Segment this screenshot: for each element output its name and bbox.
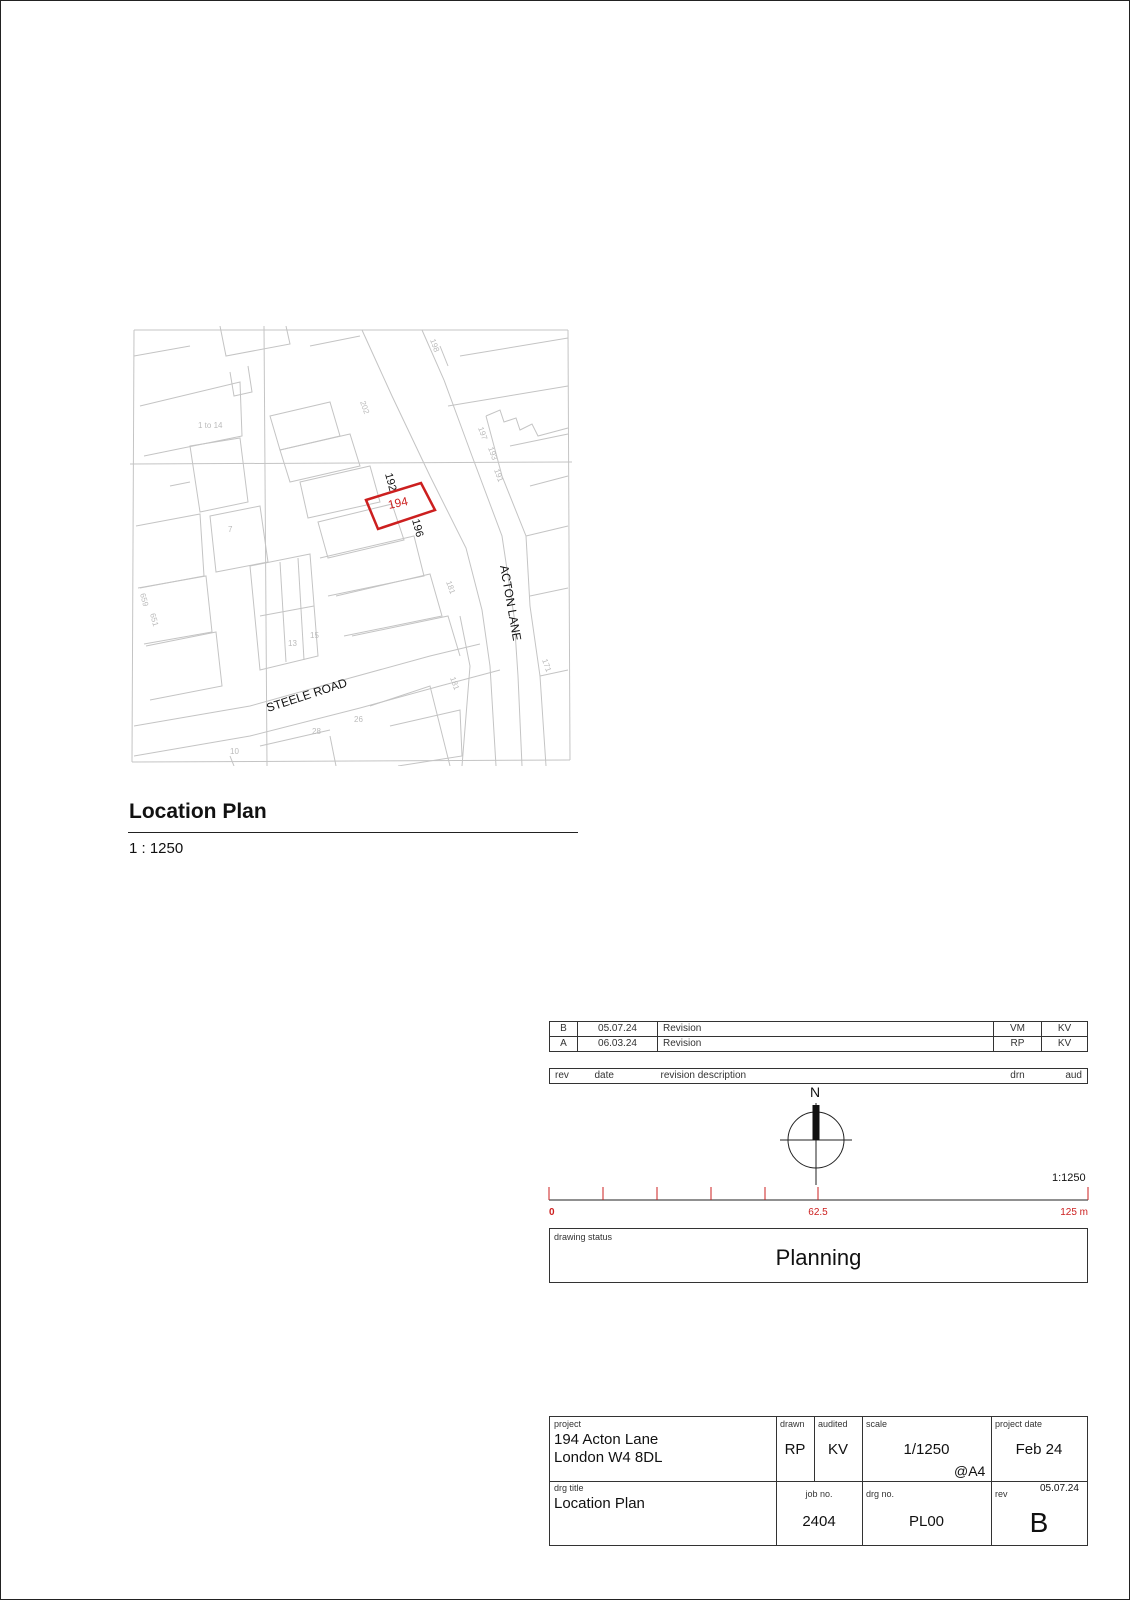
revision-description: Revision <box>658 1022 994 1037</box>
rev-label: rev <box>995 1489 1008 1499</box>
project-line1: 194 Acton Lane <box>554 1431 659 1448</box>
revision-table <box>549 1021 1088 1052</box>
road-label-steele-road: STEELE ROAD <box>264 675 349 715</box>
map-faint-number: 191 <box>492 467 506 484</box>
map-faint-number: 15 <box>310 631 319 640</box>
revision-header <box>549 1068 1088 1084</box>
drawing-status-label: drawing status <box>554 1232 613 1242</box>
title-block <box>549 1416 1088 1546</box>
audited-value: KV <box>827 1441 848 1458</box>
drg-no-value: PL00 <box>908 1513 945 1530</box>
map-faint-number: 1 to 14 <box>198 421 223 430</box>
project-line2: London W4 8DL <box>554 1449 663 1466</box>
job-no-label: job no. <box>805 1489 833 1499</box>
road-label-acton-lane: ACTON LANE <box>497 564 525 642</box>
drawn-value: RP <box>784 1441 806 1458</box>
map-faint-number: 198 <box>428 337 442 354</box>
drg-no-label: drg no. <box>866 1489 895 1499</box>
revision-date: 06.03.24 <box>578 1037 658 1052</box>
map-faint-number: 171 <box>540 657 554 674</box>
project-date-label: project date <box>995 1419 1043 1429</box>
project-label: project <box>554 1419 582 1429</box>
revision-rev: A <box>550 1037 578 1052</box>
audited-label: audited <box>818 1419 848 1429</box>
revision-header-date: date <box>590 1069 656 1084</box>
revision-drawn: VM <box>994 1022 1042 1037</box>
scale-bar-mid: 62.5 <box>808 1207 828 1218</box>
revision-header-rev: rev <box>550 1069 590 1084</box>
job-no-value: 2404 <box>802 1513 836 1530</box>
drawn-label: drawn <box>780 1419 805 1429</box>
map-faint-number: 10 <box>230 747 239 756</box>
plan-title-rule <box>128 832 578 833</box>
revision-date: 05.07.24 <box>578 1022 658 1037</box>
location-map <box>130 326 572 766</box>
revision-description: Revision <box>658 1037 994 1052</box>
map-faint-number: 26 <box>354 715 363 724</box>
drawing-status-value: Planning <box>775 1245 862 1270</box>
revision-audited: KV <box>1042 1037 1088 1052</box>
scale-bar-ratio: 1:1250 <box>1052 1172 1086 1184</box>
revision-row <box>550 1022 1088 1037</box>
north-arrow-icon <box>780 1085 852 1185</box>
revision-header-aud: aud <box>1042 1069 1088 1084</box>
revision-drawn: RP <box>994 1037 1042 1052</box>
revision-rev: B <box>550 1022 578 1037</box>
neighbour-number-right: 196 <box>409 517 426 539</box>
drg-title-value: Location Plan <box>554 1495 645 1512</box>
north-letter: N <box>810 1084 821 1100</box>
revision-header-drn: drn <box>994 1069 1042 1084</box>
project-date-value: Feb 24 <box>1015 1441 1063 1458</box>
map-faint-number: 7 <box>228 525 233 534</box>
map-faint-number: 181 <box>448 675 462 692</box>
map-faint-number: 659 <box>138 592 151 608</box>
plan-title: Location Plan <box>129 800 267 823</box>
drg-title-label: drg title <box>554 1483 584 1493</box>
revision-row <box>550 1037 1088 1052</box>
scale-label: scale <box>866 1419 888 1429</box>
map-faint-number: 13 <box>288 639 297 648</box>
rev-value: B <box>1029 1507 1049 1538</box>
scale-bar-start: 0 <box>549 1207 555 1218</box>
map-faint-number: 28 <box>312 727 321 736</box>
plan-scale: 1 : 1250 <box>129 840 184 857</box>
map-faint-number: 651 <box>148 612 161 628</box>
map-faint-number: 181 <box>444 579 458 596</box>
scale-bar <box>548 1175 1089 1225</box>
rev-date: 05.07.24 <box>1040 1483 1079 1494</box>
neighbour-number-left: 192 <box>382 471 399 493</box>
scale-bar-end: 125 m <box>1060 1207 1088 1218</box>
map-faint-number: 202 <box>358 399 372 416</box>
site-number: 194 <box>386 494 410 512</box>
drawing-status-box <box>549 1228 1088 1283</box>
revision-audited: KV <box>1042 1022 1088 1037</box>
scale-value: 1/1250 <box>903 1441 950 1458</box>
revision-header-description: revision description <box>656 1069 994 1084</box>
map-faint-number: 197 <box>476 425 490 442</box>
scale-paper-size: @A4 <box>954 1463 986 1479</box>
map-faint-number: 193 <box>486 445 500 462</box>
